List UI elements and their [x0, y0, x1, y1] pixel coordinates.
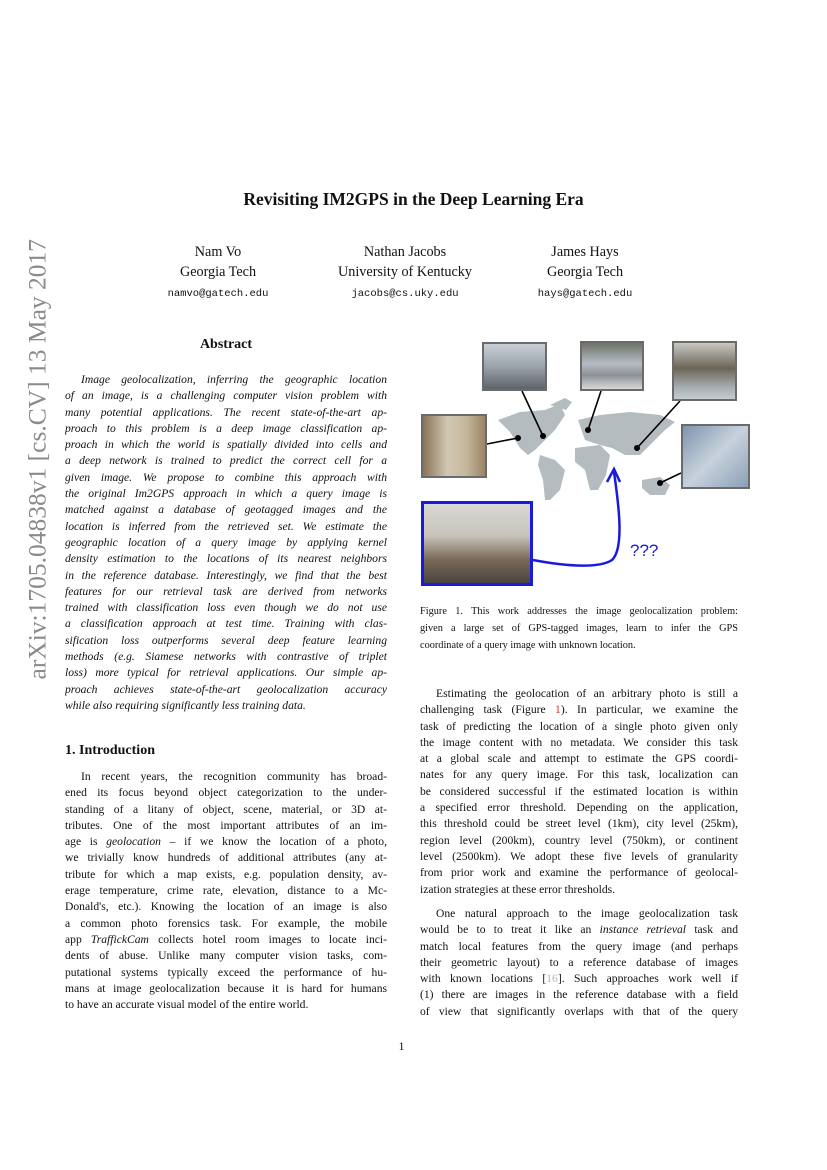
- text-line: match local features from the query image (and perhaps: [420, 939, 738, 953]
- text-line: geographic location of a query image by applying kernel: [65, 535, 387, 549]
- text-line: standing of a litany of object, scene, material, or 3D at-: [65, 802, 387, 816]
- text-line: sification loss outperforms several deep feature learning: [65, 633, 387, 647]
- text-line: a specified error threshold. Depending on the application,: [420, 801, 738, 815]
- text-line: given a large set of GPS-tagged images, learn to infer the GPS: [420, 623, 738, 634]
- text-line: tributes. One of the most important attributes of an im-: [65, 818, 387, 832]
- text-line: One natural approach to the image geolocalization task: [436, 907, 738, 920]
- photo-car: [580, 341, 644, 391]
- text-segment: ]. Such approaches work well if: [557, 972, 738, 986]
- text-line: In recent years, the recognition community has broad-: [81, 770, 387, 783]
- introduction-paragraph: [65, 769, 387, 1013]
- text-line: putational systems typically exceed the performance of hu-: [65, 965, 387, 979]
- text-line: Donald's, etc.). Knowing the location of an image is also: [65, 900, 387, 914]
- photo-bird: [681, 424, 750, 489]
- text-line: to have an accurate visual model of the entire world.: [65, 998, 309, 1012]
- figure-1-caption: [420, 603, 738, 654]
- text-line: ened its focus beyond object categorization to the under-: [65, 786, 387, 800]
- text-segment: with known locations [: [420, 972, 547, 986]
- text-line: erage temperature, crime rate, elevation, distance to a Mc-: [65, 884, 387, 898]
- text-line: [65, 932, 387, 948]
- text-line: this threshold could be street level (1km), city level (25km),: [420, 817, 738, 831]
- text-line: dents of abuse. Unlike many computer vision tasks, com-: [65, 949, 387, 963]
- text-line: the original Im2GPS approach in which a query image is: [65, 487, 387, 501]
- paper-title: Revisiting IM2GPS in the Deep Learning Era: [243, 189, 584, 209]
- citation-link[interactable]: 16: [546, 972, 558, 986]
- text-line: nates for any query image. For this task, localization can: [420, 768, 738, 782]
- text-line: their geometric layout) to a reference database of images: [420, 955, 738, 969]
- right-column-paragraph-2: [420, 906, 738, 1020]
- text-line: methods (e.g. Siamese networks with contrastive of triplet: [65, 650, 387, 664]
- emphasis: TraffickCam: [90, 932, 149, 946]
- text-segment: – if we know the location of a photo,: [160, 835, 387, 849]
- text-line: location is inferred from the retrieved set. We estimate the: [65, 519, 387, 533]
- text-line: level (2500km). We adopt these five levels of granularity: [420, 849, 738, 863]
- text-line: proach in which the world is spatially divided into cells and: [65, 438, 387, 452]
- author-name: Nam Vo: [194, 244, 242, 260]
- text-line: we trivially know hundreds of additional attributes (any at-: [65, 851, 387, 865]
- text-line: (1) there are images in the reference database with a field: [420, 988, 738, 1002]
- right-column-paragraph-1: [420, 686, 738, 898]
- text-line: features for our retrieval task are derived from networks: [65, 584, 387, 598]
- author-email: jacobs@cs.uky.edu: [351, 288, 459, 300]
- text-line: mans at image geolocalization because it is hard for humans: [65, 981, 387, 995]
- emphasis: instance retrieval: [599, 923, 687, 937]
- page-number: 1: [398, 1039, 405, 1053]
- text-line: [420, 702, 738, 718]
- text-line: many potential applications. The recent state-of-the-art ap-: [65, 405, 387, 419]
- text-segment: task and: [686, 923, 738, 937]
- text-line: while also requiring significantly less training data.: [65, 698, 306, 712]
- section-heading-introduction: 1. Introduction: [65, 743, 155, 758]
- text-line: proach achieves state-of-the-art geolocalization accuracy: [65, 682, 387, 696]
- text-line: ization strategies at these error thresholds.: [420, 882, 616, 896]
- text-segment: collects hotel room images to locate inci-: [148, 932, 387, 946]
- text-line: a common photo forensics task. For example, the mobile: [65, 916, 387, 930]
- abstract-heading: Abstract: [199, 337, 253, 352]
- text-line: trained with classification loss even though we do not use: [65, 601, 387, 615]
- text-segment: ). In particular, we examine the: [560, 703, 738, 717]
- photo-interior: [421, 414, 487, 478]
- photo-building: [672, 341, 737, 401]
- author-email: hays@gatech.edu: [537, 288, 633, 300]
- text-line: Image geolocalization, inferring the geographic location: [81, 373, 387, 386]
- text-line: task of predicting the location of a single photo given only: [420, 719, 738, 733]
- text-segment: challenging task (Figure: [420, 703, 556, 717]
- arxiv-identifier: arXiv:1705.04838v1 [cs.CV] 13 May 2017: [22, 238, 52, 680]
- text-line: a deep network is trained to predict the correct cell for a: [65, 454, 387, 468]
- photo-statue-of-liberty: [482, 342, 547, 391]
- text-line: density estimation to the locations of its nearest neighbors: [65, 552, 387, 566]
- text-line: Figure 1. This work addresses the image geolocalization problem:: [420, 606, 738, 617]
- text-line: region level (200km), country level (750km), or continent: [420, 833, 738, 847]
- text-line: proach to this problem is a deep image classification ap-: [65, 421, 387, 435]
- text-segment: age is: [65, 835, 107, 849]
- text-line: [65, 834, 387, 850]
- author-name: James Hays: [551, 244, 619, 260]
- text-line: given image. We propose to combine this approach with: [65, 470, 387, 484]
- text-line: be considered successful if the estimated location is within: [420, 784, 738, 798]
- text-segment: app: [65, 932, 91, 946]
- text-line: of an image, is a challenging computer vision problem with: [65, 389, 387, 403]
- author-name: Nathan Jacobs: [363, 244, 447, 260]
- text-line: of view that significantly overlaps with that of the query: [420, 1004, 738, 1018]
- emphasis: geolocation: [106, 835, 161, 849]
- query-image: [421, 501, 533, 586]
- text-line: [420, 922, 738, 938]
- text-line: a classification approach at test time. Training with clas-: [65, 617, 387, 631]
- text-line: from prior work and examine the performance of geolocal-: [420, 866, 738, 880]
- text-line: the image content with no metadata. We consider this task: [420, 735, 738, 749]
- author-affiliation: Georgia Tech: [546, 263, 624, 280]
- text-line: loss) more typical for retrieval applications. Our simple ap-: [65, 666, 387, 680]
- unknown-location-label: ???: [630, 541, 659, 560]
- text-line: matched against a database of geotagged images and the: [65, 503, 387, 517]
- world-map: [498, 398, 675, 500]
- author-affiliation: University of Kentucky: [338, 263, 472, 280]
- text-line: at a global scale and attempt to estimate the GPS coordi-: [420, 752, 738, 766]
- text-line: in the reference database. Interestingly, we find that the best: [65, 568, 387, 582]
- author-affiliation: Georgia Tech: [179, 263, 257, 280]
- text-line: coordinate of a query image with unknown location.: [420, 640, 636, 651]
- author-email: namvo@gatech.edu: [167, 288, 269, 300]
- text-line: [420, 971, 738, 987]
- text-line: tribute for which a map exists, e.g. population density, av-: [65, 867, 387, 881]
- text-line: Estimating the geolocation of an arbitrary photo is still a: [436, 687, 738, 700]
- figure-reference-link[interactable]: 1: [555, 703, 561, 717]
- text-segment: would be to to treat it like an: [420, 923, 600, 937]
